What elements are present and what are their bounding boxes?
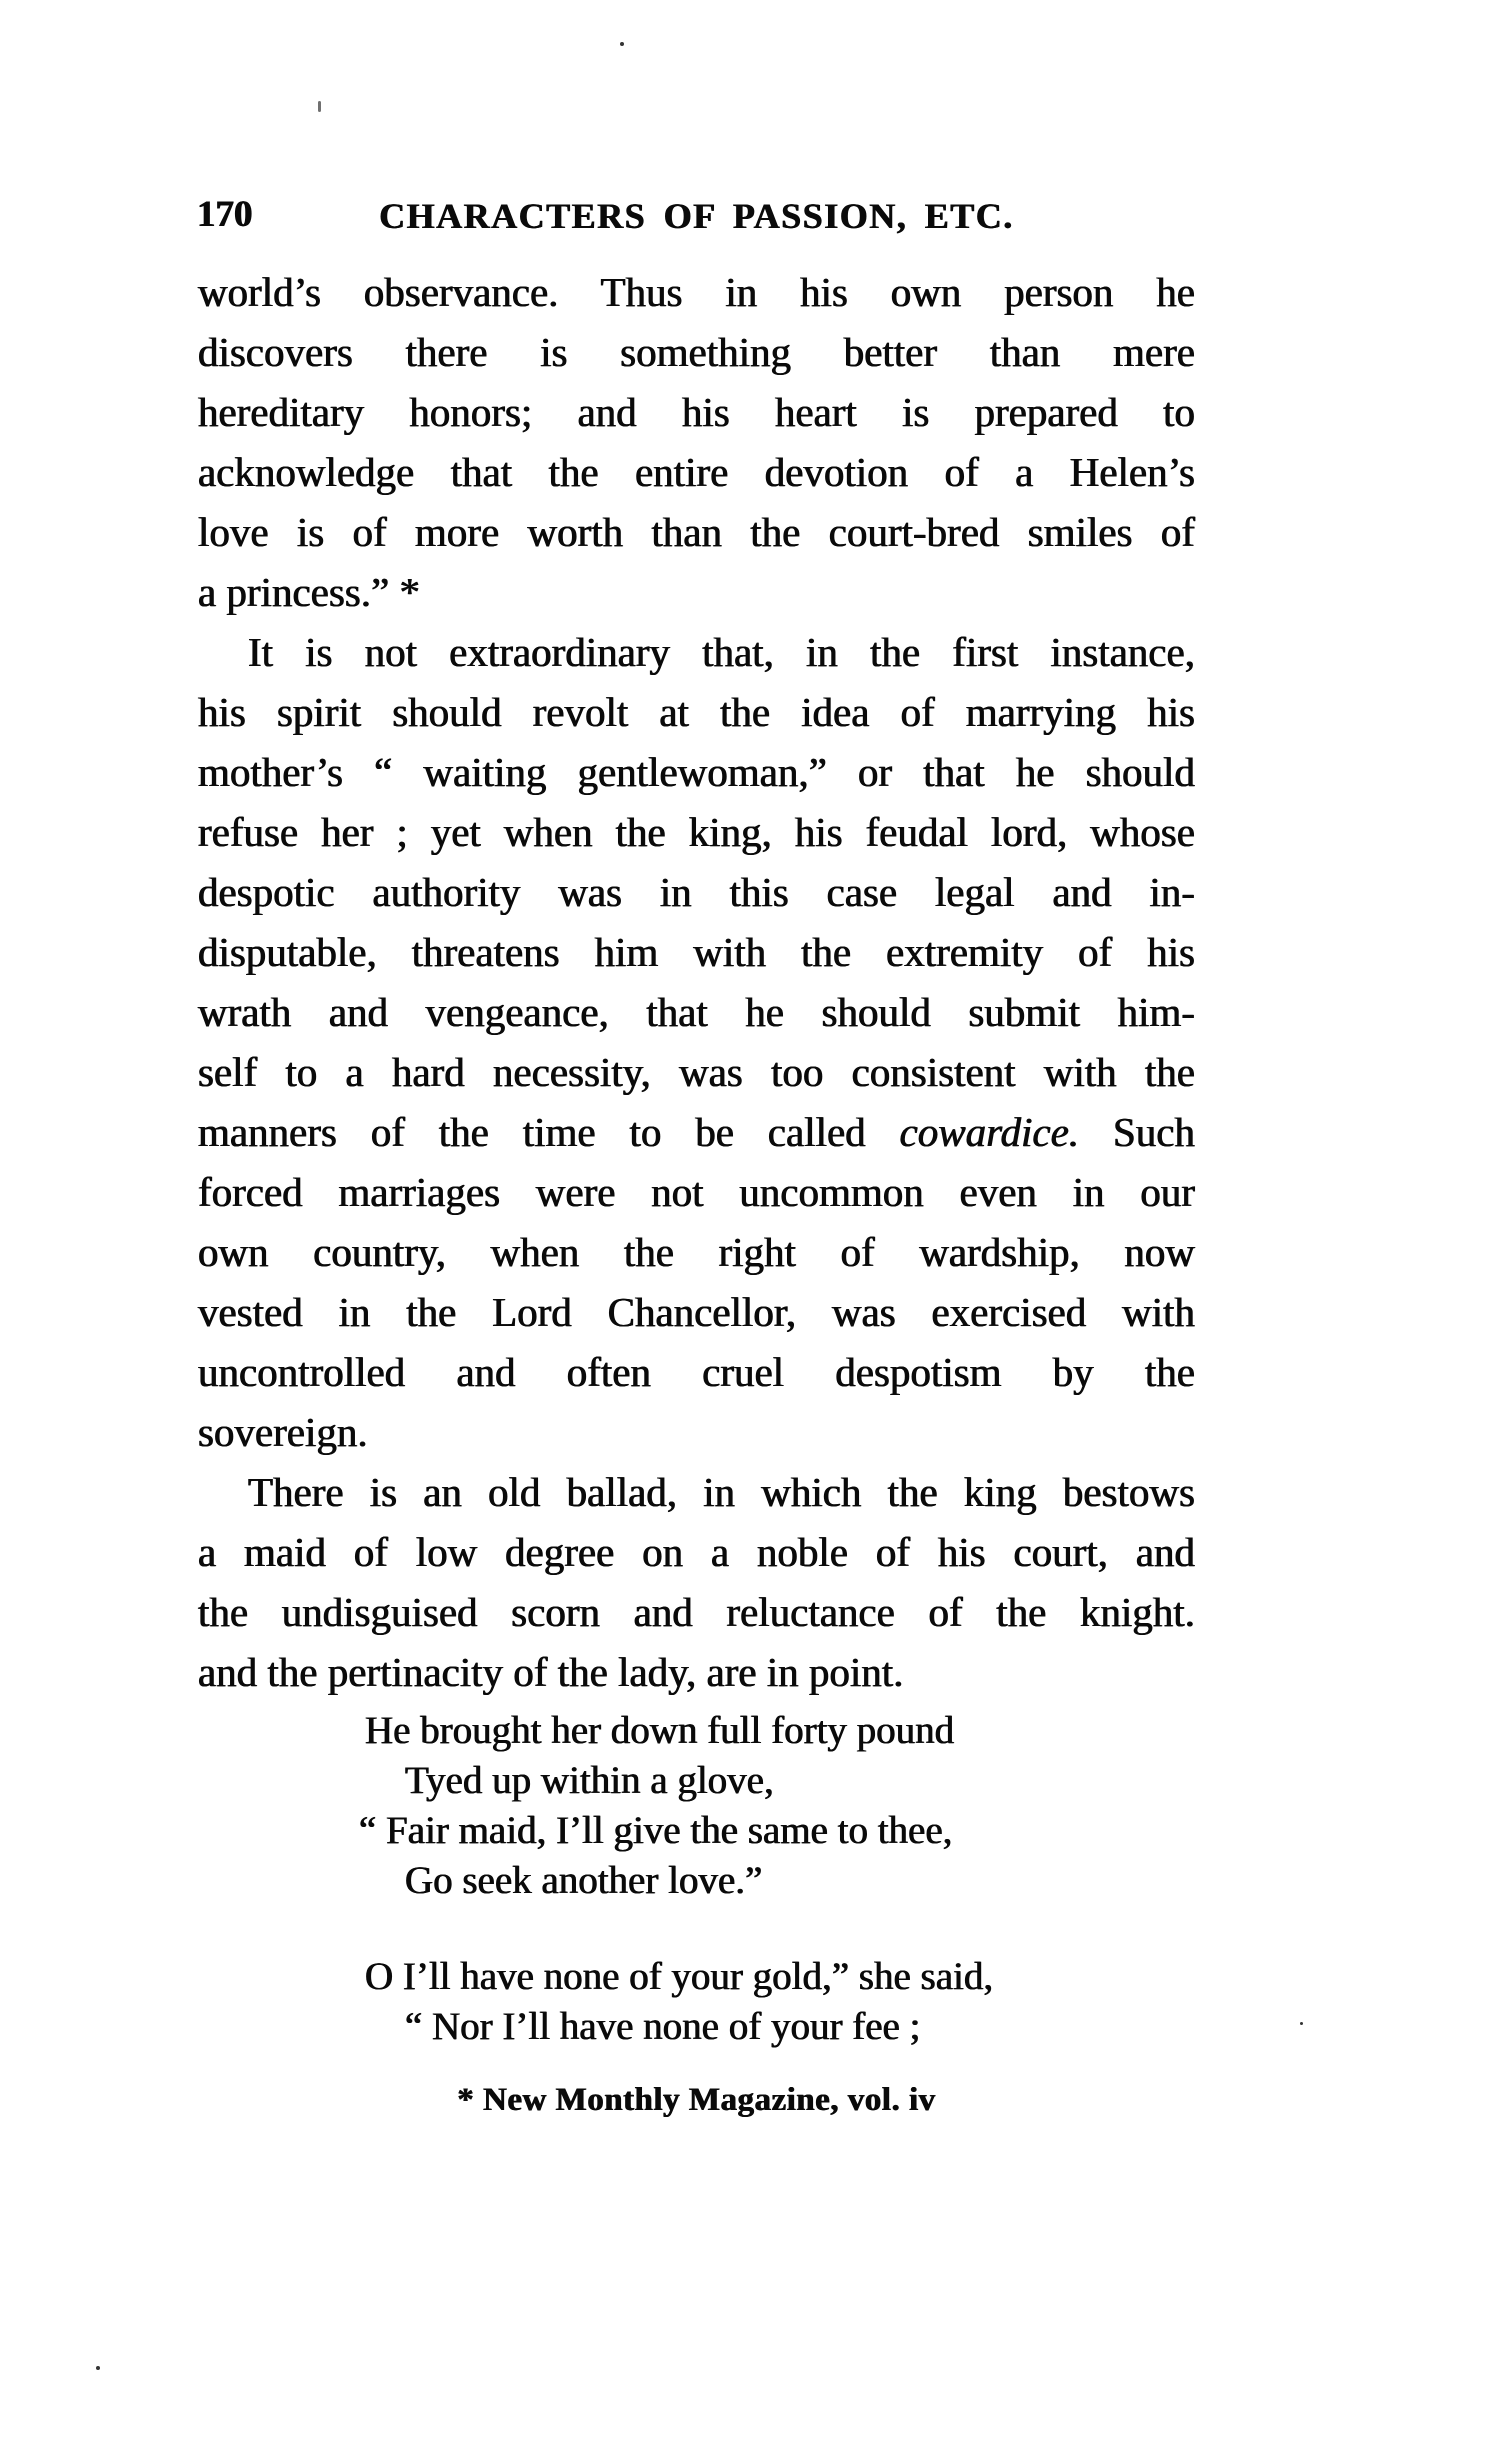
scan-speck xyxy=(1300,2022,1303,2025)
text-line: acknowledge that the entire devotion of a Helen’s xyxy=(198,449,1195,495)
text-line: forced marriages were not uncommon even in our xyxy=(198,1169,1195,1215)
paragraph-2 xyxy=(198,622,1195,1462)
paragraph-3 xyxy=(198,1462,1195,1702)
italic-word-cowardice: cowardice. xyxy=(899,1109,1080,1155)
ballad-quotation xyxy=(359,1706,994,2052)
text-line: the undisguised scorn and reluctance of the knight. xyxy=(198,1589,1195,1635)
text-line: disputable, threatens him with the extremity of his xyxy=(198,929,1195,975)
text-line: world’s observance. Thus in his own person he xyxy=(198,269,1195,315)
text-line: refuse her ; yet when the king, his feudal lord, whose xyxy=(198,809,1195,855)
footnote-citation: * New Monthly Magazine, vol. iv xyxy=(457,2082,936,2118)
text-line: a maid of low degree on a noble of his court, and xyxy=(198,1529,1195,1575)
poem-line: “ Fair maid, I’ll give the same to thee, xyxy=(359,1809,953,1852)
text-line: self to a hard necessity, was too consistent with the xyxy=(198,1049,1195,1095)
ballad-stanza-2 xyxy=(365,1952,993,2052)
running-title: CHARACTERS OF PASSION, ETC. xyxy=(379,196,1014,236)
text-line: There is an old ballad, in which the king bestows xyxy=(248,1469,1195,1515)
text-run: Such xyxy=(1079,1109,1195,1155)
poem-line: Go seek another love.” xyxy=(405,1859,763,1902)
scan-speck xyxy=(96,2366,100,2370)
text-line: uncontrolled and often cruel despotism by the xyxy=(198,1349,1195,1395)
text-line: hereditary honors; and his heart is prepared to xyxy=(198,389,1195,435)
text-line: love is of more worth than the court-bred smiles of xyxy=(198,509,1195,555)
text-line: a princess.” * xyxy=(198,569,420,615)
scan-speck xyxy=(318,101,321,112)
scan-speck xyxy=(620,42,624,46)
text-line: wrath and vengeance, that he should submit him- xyxy=(198,989,1195,1035)
poem-line: Tyed up within a glove, xyxy=(405,1759,774,1802)
poem-line: He brought her down full forty pound xyxy=(365,1709,955,1752)
text-line: vested in the Lord Chancellor, was exercised with xyxy=(198,1289,1195,1335)
text-line: his spirit should revolt at the idea of marrying his xyxy=(198,689,1195,735)
paragraph-1 xyxy=(198,262,1195,622)
text-line: despotic authority was in this case legal and in- xyxy=(198,869,1195,915)
body-text xyxy=(198,262,1195,1702)
poem-line: O I’ll have none of your gold,” she said, xyxy=(365,1955,994,1998)
poem-line: “ Nor I’ll have none of your fee ; xyxy=(405,2005,921,2048)
page-number: 170 xyxy=(197,194,253,235)
text-line: and the pertinacity of the lady, are in point. xyxy=(198,1649,904,1695)
text-line: It is not extraordinary that, in the first instance, xyxy=(248,629,1195,675)
text-run: manners of the time to be called xyxy=(198,1109,900,1155)
text-line-with-italic xyxy=(198,1102,1195,1162)
text-line: sovereign. xyxy=(198,1409,368,1455)
text-line: mother’s “ waiting gentlewoman,” or that he should xyxy=(198,749,1195,795)
text-line: discovers there is something better than mere xyxy=(198,329,1195,375)
text-line: own country, when the right of wardship, now xyxy=(198,1229,1195,1275)
ballad-stanza-1 xyxy=(359,1706,993,1906)
